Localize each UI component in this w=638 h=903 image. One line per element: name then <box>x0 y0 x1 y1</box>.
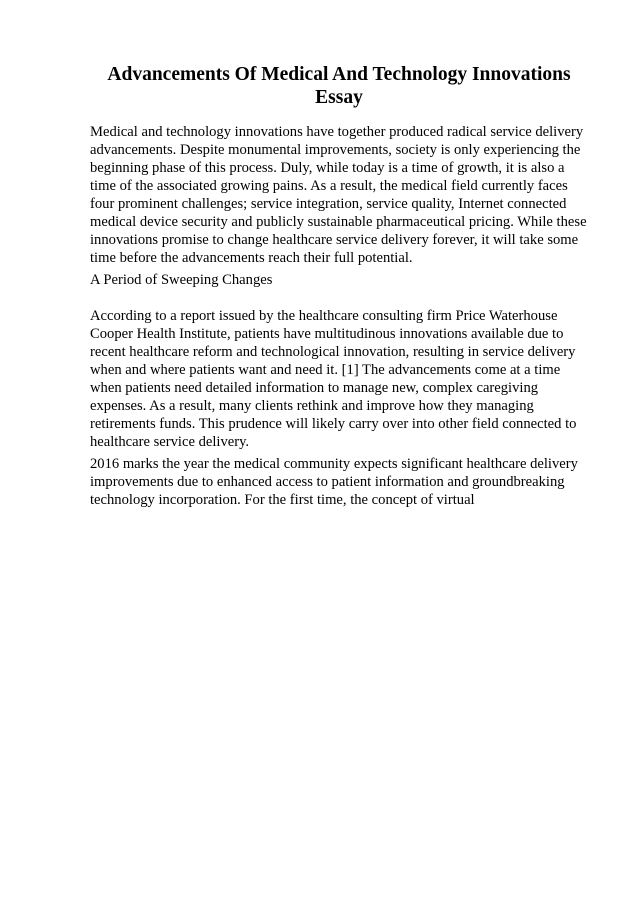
text-line: 2016 marks the year the medical community expects significant healthcare delivery <box>90 456 578 472</box>
text-line: time before the advancements reach their full potential. <box>90 250 413 266</box>
paragraph-intro <box>90 123 590 267</box>
text-line: four prominent challenges; service integration, service quality, Internet connected <box>90 196 567 212</box>
text-line: time of the associated growing pains. As a result, the medical field currently faces <box>90 178 568 194</box>
text-line: technology incorporation. For the first time, the concept of virtual <box>90 492 475 508</box>
title-line: Essay <box>315 87 363 108</box>
text-line: Cooper Health Institute, patients have multitudinous innovations available due to <box>90 326 564 342</box>
text-line: improvements due to enhanced access to patient information and groundbreaking <box>90 474 565 490</box>
text-line: when and where patients want and need it. [1] The advancements come at a time <box>90 362 561 378</box>
text-line: advancements. Despite monumental improvements, society is only experiencing the <box>90 142 581 158</box>
text-line: when patients need detailed information to manage new, complex caregiving <box>90 380 539 396</box>
section-heading-text: A Period of Sweeping Changes <box>90 272 273 288</box>
text-line: retirements funds. This prudence will likely carry over into other field connected to <box>90 416 577 432</box>
text-line: healthcare service delivery. <box>90 434 250 450</box>
paragraph-report <box>90 307 590 451</box>
text-line: expenses. As a result, many clients rethink and improve how they managing <box>90 398 534 414</box>
text-line: recent healthcare reform and technological innovation, resulting in service delivery <box>90 344 576 360</box>
text-line: innovations promise to change healthcare service delivery forever, it will take some <box>90 232 579 248</box>
text-line: According to a report issued by the healthcare consulting firm Price Waterhouse <box>90 308 558 324</box>
text-line: Medical and technology innovations have together produced radical service delivery <box>90 124 584 140</box>
title-line: Advancements Of Medical And Technology Innovations <box>107 64 571 85</box>
paragraph-2016 <box>90 455 590 509</box>
text-line: medical device security and publicly sustainable pharmaceutical pricing. While these <box>90 214 587 230</box>
text-line: beginning phase of this process. Duly, while today is a time of growth, it is also a <box>90 160 565 176</box>
section-heading <box>90 271 590 289</box>
essay-title <box>90 63 588 109</box>
